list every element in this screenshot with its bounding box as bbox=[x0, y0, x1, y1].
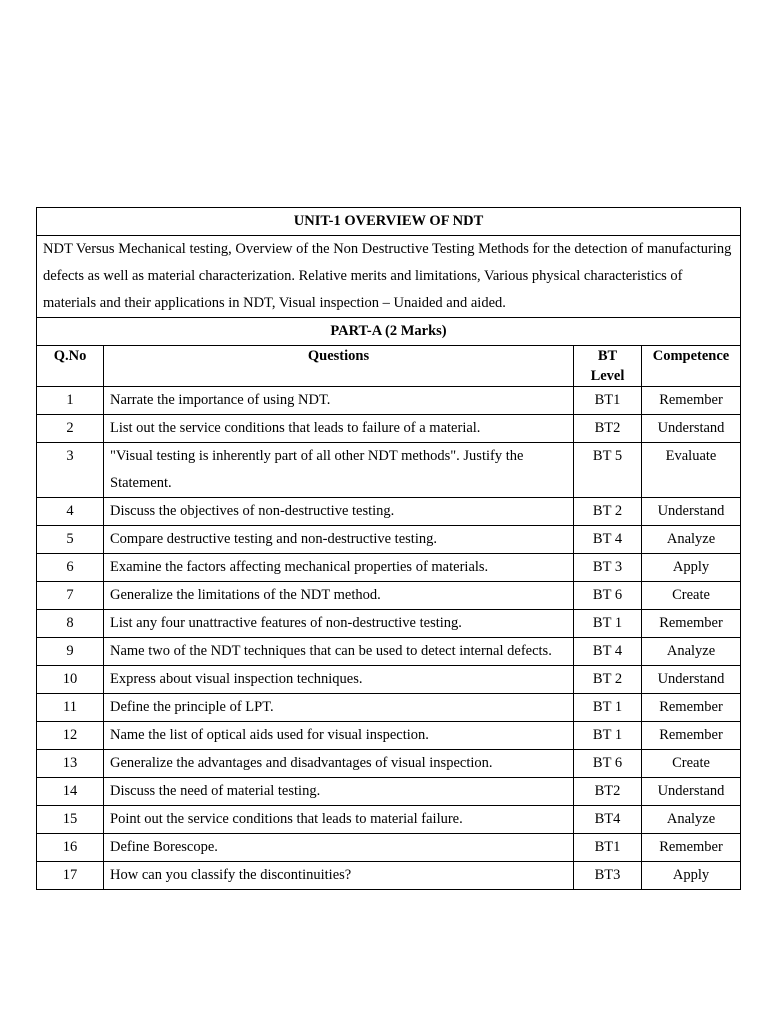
part-title: PART-A (2 Marks) bbox=[37, 318, 741, 346]
question-bank-page bbox=[36, 207, 740, 890]
bt-level: BT 3 bbox=[574, 554, 642, 582]
header-qno: Q.No bbox=[37, 346, 104, 387]
table-row bbox=[37, 582, 741, 610]
header-bt-level: BT Level bbox=[574, 346, 642, 387]
competence: Remember bbox=[642, 722, 741, 750]
competence: Analyze bbox=[642, 526, 741, 554]
table-row bbox=[37, 415, 741, 443]
competence: Create bbox=[642, 582, 741, 610]
question-text: Define Borescope. bbox=[104, 834, 574, 862]
question-number: 14 bbox=[37, 778, 104, 806]
competence: Understand bbox=[642, 778, 741, 806]
question-number: 10 bbox=[37, 666, 104, 694]
question-number: 17 bbox=[37, 862, 104, 890]
competence: Analyze bbox=[642, 638, 741, 666]
syllabus-text: NDT Versus Mechanical testing, Overview of the Non Destructive Testing Methods for the detection of manufacturing defects as well as material characterization. Relative merits and limitations, Various physical characteristics of materials and their applications in NDT, Visual inspection – Unaided and aided. bbox=[37, 236, 741, 318]
competence: Remember bbox=[642, 387, 741, 415]
question-number: 3 bbox=[37, 443, 104, 498]
bt-level: BT 4 bbox=[574, 526, 642, 554]
bt-level: BT 4 bbox=[574, 638, 642, 666]
bt-level: BT 2 bbox=[574, 666, 642, 694]
competence: Analyze bbox=[642, 806, 741, 834]
question-number: 12 bbox=[37, 722, 104, 750]
header-competence: Competence bbox=[642, 346, 741, 387]
question-number: 11 bbox=[37, 694, 104, 722]
table-row bbox=[37, 666, 741, 694]
question-rows bbox=[37, 387, 741, 890]
bt-level: BT 1 bbox=[574, 694, 642, 722]
competence: Apply bbox=[642, 862, 741, 890]
question-text: Name two of the NDT techniques that can be used to detect internal defects. bbox=[104, 638, 574, 666]
table-row bbox=[37, 750, 741, 778]
question-text: Express about visual inspection techniques. bbox=[104, 666, 574, 694]
bt-level: BT 1 bbox=[574, 610, 642, 638]
question-text: Generalize the advantages and disadvantages of visual inspection. bbox=[104, 750, 574, 778]
competence: Evaluate bbox=[642, 443, 741, 498]
bt-level: BT2 bbox=[574, 778, 642, 806]
question-text: Discuss the need of material testing. bbox=[104, 778, 574, 806]
bt-level: BT 6 bbox=[574, 582, 642, 610]
table-body bbox=[37, 208, 741, 387]
question-text: How can you classify the discontinuities? bbox=[104, 862, 574, 890]
bt-level: BT4 bbox=[574, 806, 642, 834]
question-text: Compare destructive testing and non-destructive testing. bbox=[104, 526, 574, 554]
table-row bbox=[37, 387, 741, 415]
competence: Remember bbox=[642, 834, 741, 862]
bt-level: BT 2 bbox=[574, 498, 642, 526]
table-row bbox=[37, 610, 741, 638]
table-row bbox=[37, 526, 741, 554]
table-row bbox=[37, 722, 741, 750]
question-number: 16 bbox=[37, 834, 104, 862]
question-text: Narrate the importance of using NDT. bbox=[104, 387, 574, 415]
bt-level: BT 1 bbox=[574, 722, 642, 750]
competence: Remember bbox=[642, 610, 741, 638]
competence: Apply bbox=[642, 554, 741, 582]
table-row bbox=[37, 498, 741, 526]
bt-level: BT 5 bbox=[574, 443, 642, 498]
question-number: 13 bbox=[37, 750, 104, 778]
unit-title: UNIT-1 OVERVIEW OF NDT bbox=[37, 208, 741, 236]
table-row bbox=[37, 834, 741, 862]
competence: Understand bbox=[642, 666, 741, 694]
table-row bbox=[37, 443, 741, 498]
table-row bbox=[37, 554, 741, 582]
competence: Remember bbox=[642, 694, 741, 722]
header-questions: Questions bbox=[104, 346, 574, 387]
question-number: 7 bbox=[37, 582, 104, 610]
question-text: "Visual testing is inherently part of all other NDT methods". Justify the Statement. bbox=[104, 443, 574, 498]
question-text: List any four unattractive features of non-destructive testing. bbox=[104, 610, 574, 638]
table-row bbox=[37, 778, 741, 806]
question-text: Define the principle of LPT. bbox=[104, 694, 574, 722]
question-number: 1 bbox=[37, 387, 104, 415]
question-number: 8 bbox=[37, 610, 104, 638]
competence: Understand bbox=[642, 415, 741, 443]
question-number: 6 bbox=[37, 554, 104, 582]
question-table bbox=[36, 207, 741, 890]
competence: Understand bbox=[642, 498, 741, 526]
question-text: Examine the factors affecting mechanical properties of materials. bbox=[104, 554, 574, 582]
bt-level: BT2 bbox=[574, 415, 642, 443]
header-row bbox=[37, 346, 741, 387]
question-text: Generalize the limitations of the NDT method. bbox=[104, 582, 574, 610]
question-number: 4 bbox=[37, 498, 104, 526]
table-row bbox=[37, 862, 741, 890]
question-text: Point out the service conditions that leads to material failure. bbox=[104, 806, 574, 834]
question-number: 9 bbox=[37, 638, 104, 666]
bt-level: BT1 bbox=[574, 834, 642, 862]
table-row bbox=[37, 694, 741, 722]
bt-level: BT 6 bbox=[574, 750, 642, 778]
table-row bbox=[37, 806, 741, 834]
question-number: 5 bbox=[37, 526, 104, 554]
competence: Create bbox=[642, 750, 741, 778]
question-number: 2 bbox=[37, 415, 104, 443]
question-text: List out the service conditions that leads to failure of a material. bbox=[104, 415, 574, 443]
table-row bbox=[37, 638, 741, 666]
question-text: Name the list of optical aids used for visual inspection. bbox=[104, 722, 574, 750]
bt-level: BT3 bbox=[574, 862, 642, 890]
question-text: Discuss the objectives of non-destructive testing. bbox=[104, 498, 574, 526]
question-number: 15 bbox=[37, 806, 104, 834]
bt-level: BT1 bbox=[574, 387, 642, 415]
